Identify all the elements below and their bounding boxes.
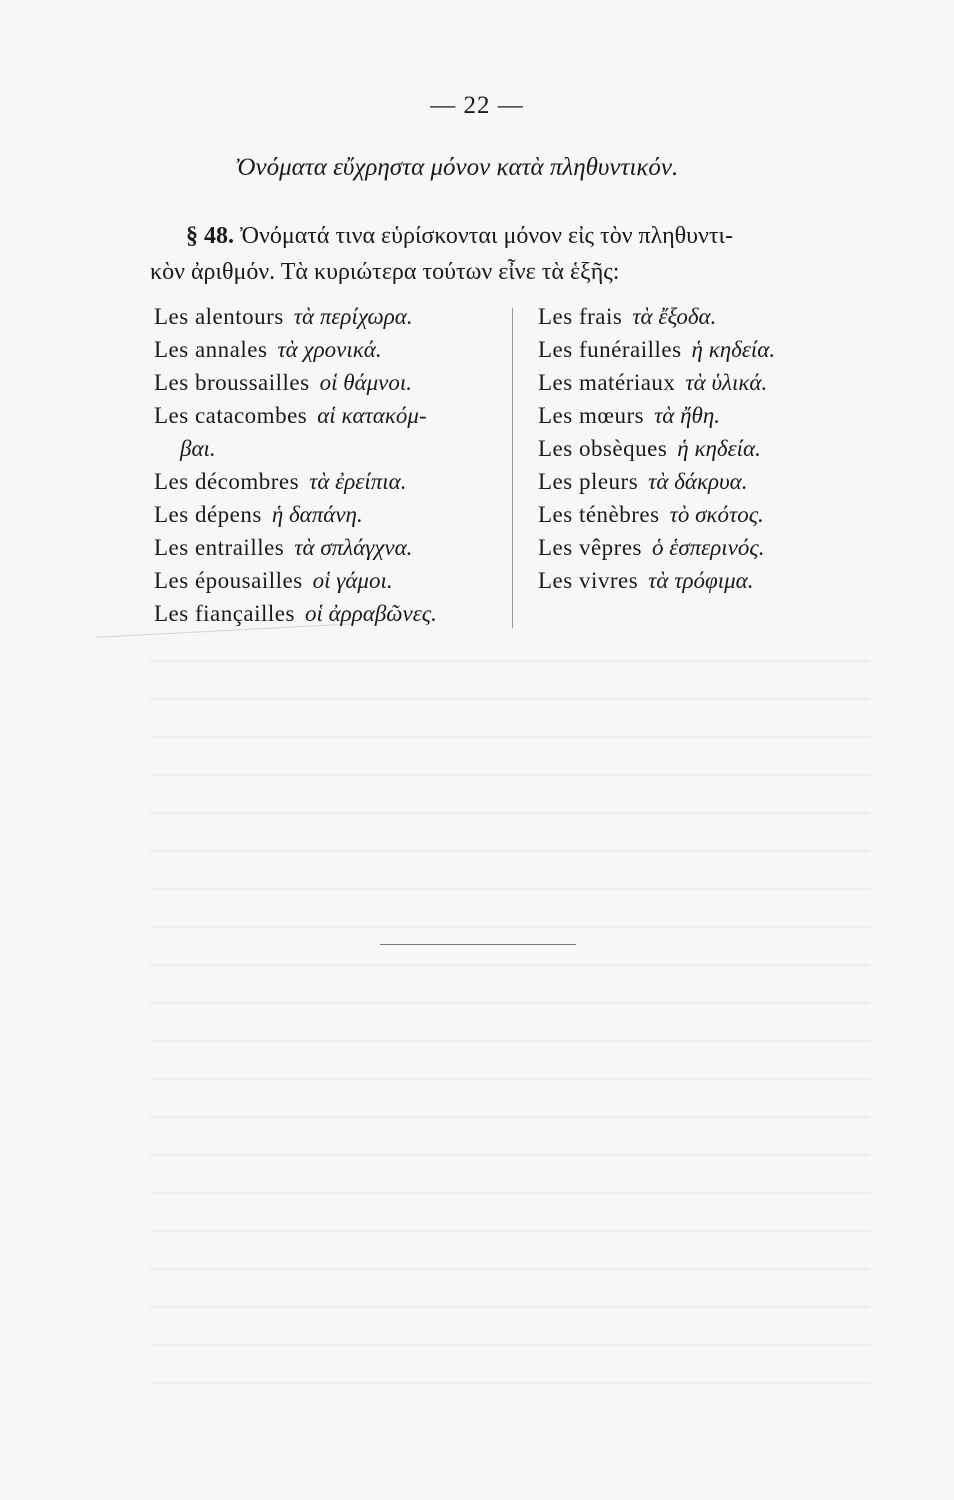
list-item xyxy=(538,564,858,597)
list-item xyxy=(154,300,506,333)
greek-term: ἡ κηδεία. xyxy=(691,337,776,362)
greek-term: αἱ κατακόμ- xyxy=(317,403,427,428)
greek-term: τὰ ἔξοδα. xyxy=(632,304,717,329)
list-item xyxy=(538,399,858,432)
french-term: Les matériaux xyxy=(538,370,676,395)
list-item xyxy=(538,366,858,399)
list-item xyxy=(538,498,858,531)
list-item xyxy=(154,333,506,366)
intro-line-2: κὸν ἀριθμόν. Τὰ κυριώτερα τούτων εἶνε τὰ ἑξῆς: xyxy=(150,259,620,285)
intro-paragraph xyxy=(150,218,840,290)
greek-term: τὰ ὑλικά. xyxy=(685,370,768,395)
french-term: Les pleurs xyxy=(538,469,639,494)
french-term: Les catacombes xyxy=(154,403,308,428)
intro-line-1-text: Ὀνόματά τινα εὑρίσκονται μόνον εἰς τὸν πληθυντι- xyxy=(240,223,733,249)
word-list-right-column xyxy=(538,300,858,597)
intro-line-1 xyxy=(150,218,840,254)
list-item xyxy=(154,597,506,630)
french-term: Les vivres xyxy=(538,568,639,593)
french-term: Les dépens xyxy=(154,502,262,527)
list-item xyxy=(538,432,858,465)
list-item xyxy=(538,531,858,564)
greek-term: τὰ περίχωρα. xyxy=(293,304,413,329)
list-item xyxy=(154,399,506,432)
greek-term: τὰ ἤθη. xyxy=(654,403,721,428)
section-heading: Ὀνόματα εὔχρηστα μόνον κατὰ πληθυντικόν. xyxy=(235,154,679,181)
french-term: Les fiançailles xyxy=(154,601,295,626)
list-item xyxy=(154,498,506,531)
french-term: Les ténèbres xyxy=(538,502,660,527)
greek-term: τὰ ἐρείπια. xyxy=(309,469,407,494)
french-term: Les décombres xyxy=(154,469,300,494)
list-item xyxy=(154,366,506,399)
show-through-text xyxy=(150,660,870,1400)
greek-term: τὰ τρόφιμα. xyxy=(648,568,754,593)
word-list-left-column xyxy=(154,300,506,630)
greek-term: ἡ δαπάνη. xyxy=(271,502,363,527)
french-term: Les entrailles xyxy=(154,535,285,560)
greek-term: τὰ χρονικά. xyxy=(277,337,382,362)
french-term: Les annales xyxy=(154,337,268,362)
french-term: Les alentours xyxy=(154,304,284,329)
greek-term: τὸ σκότος. xyxy=(669,502,764,527)
list-item xyxy=(154,531,506,564)
list-item xyxy=(538,333,858,366)
french-term: Les broussailles xyxy=(154,370,310,395)
french-term: Les mœurs xyxy=(538,403,645,428)
list-item xyxy=(154,465,506,498)
list-item xyxy=(538,300,858,333)
french-term: Les frais xyxy=(538,304,623,329)
french-term: Les vêpres xyxy=(538,535,642,560)
list-item xyxy=(154,564,506,597)
greek-term: οἱ ἀρραβῶνες. xyxy=(304,601,437,626)
greek-term: τὰ σπλάγχνα. xyxy=(294,535,413,560)
greek-term: ἡ κηδεία. xyxy=(677,436,761,461)
list-item xyxy=(538,465,858,498)
greek-term: οἱ γάμοι. xyxy=(312,568,393,593)
column-divider xyxy=(512,308,513,628)
greek-term: τὰ δάκρυα. xyxy=(648,469,748,494)
list-item-continuation xyxy=(154,432,506,465)
section-number: § 48. xyxy=(186,223,234,249)
word-list xyxy=(150,300,850,636)
french-term: Les obsèques xyxy=(538,436,668,461)
page-number: — 22 — xyxy=(430,92,524,119)
greek-term: οἱ θάμνοι. xyxy=(319,370,412,395)
french-term: Les funérailles xyxy=(538,337,682,362)
french-term: Les épousailles xyxy=(154,568,303,593)
greek-term: βαι. xyxy=(180,436,216,461)
section-separator-rule xyxy=(380,944,576,945)
greek-term: ὁ ἑσπερινός. xyxy=(652,535,765,560)
